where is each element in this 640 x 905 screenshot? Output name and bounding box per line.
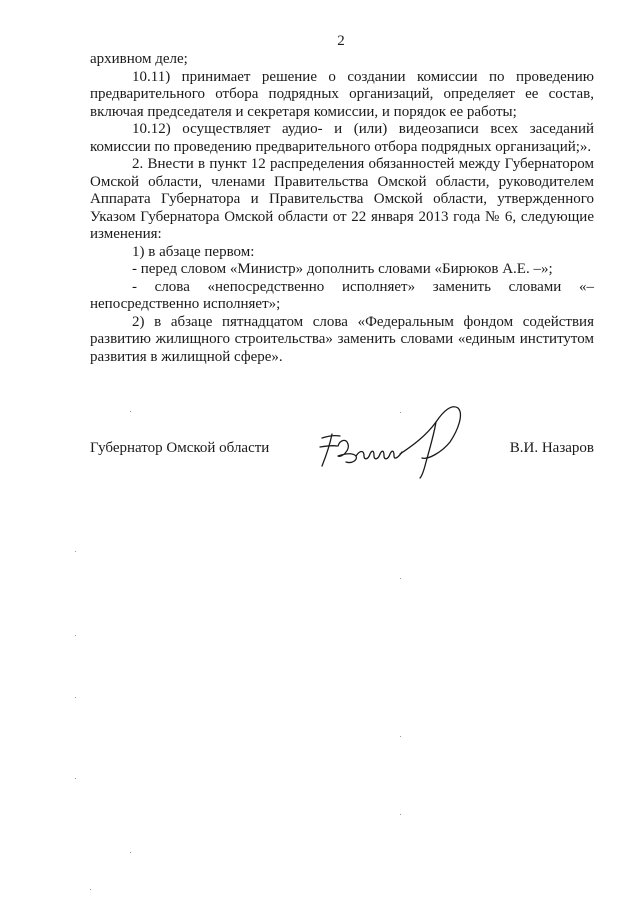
page-number: 2: [337, 33, 345, 49]
scan-speck: [400, 814, 401, 815]
scan-speck: [75, 778, 76, 779]
scan-speck: [400, 578, 401, 579]
scan-speck: [130, 411, 131, 412]
handwritten-signature: [312, 400, 472, 480]
paragraph-subitem-1: 1) в абзаце первом:: [132, 243, 255, 260]
scan-speck: [400, 736, 401, 737]
paragraph-dash-2: - слова «непосредственно исполняет» заменить словами «– непосредственно исполняет»;: [90, 278, 594, 312]
paragraph-dash-1: - перед словом «Министр» дополнить словами «Бирюков А.Е. –»;: [132, 261, 553, 277]
scan-speck: [130, 852, 131, 853]
paragraph-10-12: 10.12) осуществляет аудио- и (или) видеозаписи всех заседаний комиссии по проведению предварительного отбора подрядных организаций;».: [90, 121, 594, 155]
document-body: [90, 51, 594, 366]
scan-speck: [75, 697, 76, 698]
paragraph-10-11: 10.11) принимает решение о создании комиссии по проведению предварительного отбора подрядных организаций, определяет ее состав, включая председателя и секретаря комиссии, и порядок ее работы;: [90, 68, 594, 120]
signer-name: В.И. Назаров: [509, 440, 594, 456]
signer-title: Губернатор Омской области: [90, 440, 270, 456]
scan-speck: [75, 635, 76, 636]
paragraph-item-2: 2. Внести в пункт 12 распределения обязанностей между Губернатором Омской области, членами Правительства Омской области, руководителем Аппарата Губернатора и Правительства Омской области, утвержденного Указом Губернатора Омской области от 22 января 2013 года № 6, следующие изменения:: [90, 156, 594, 242]
paragraph-continuation: архивном деле;: [90, 51, 188, 67]
scan-speck: [75, 551, 76, 552]
paragraph-subitem-2: 2) в абзаце пятнадцатом слова «Федеральным фондом содействия развитию жилищного строительства» заменить словами «единым институтом развития в жилищной сфере».: [90, 313, 594, 365]
scan-speck: [90, 889, 91, 890]
scan-speck: [400, 412, 401, 413]
